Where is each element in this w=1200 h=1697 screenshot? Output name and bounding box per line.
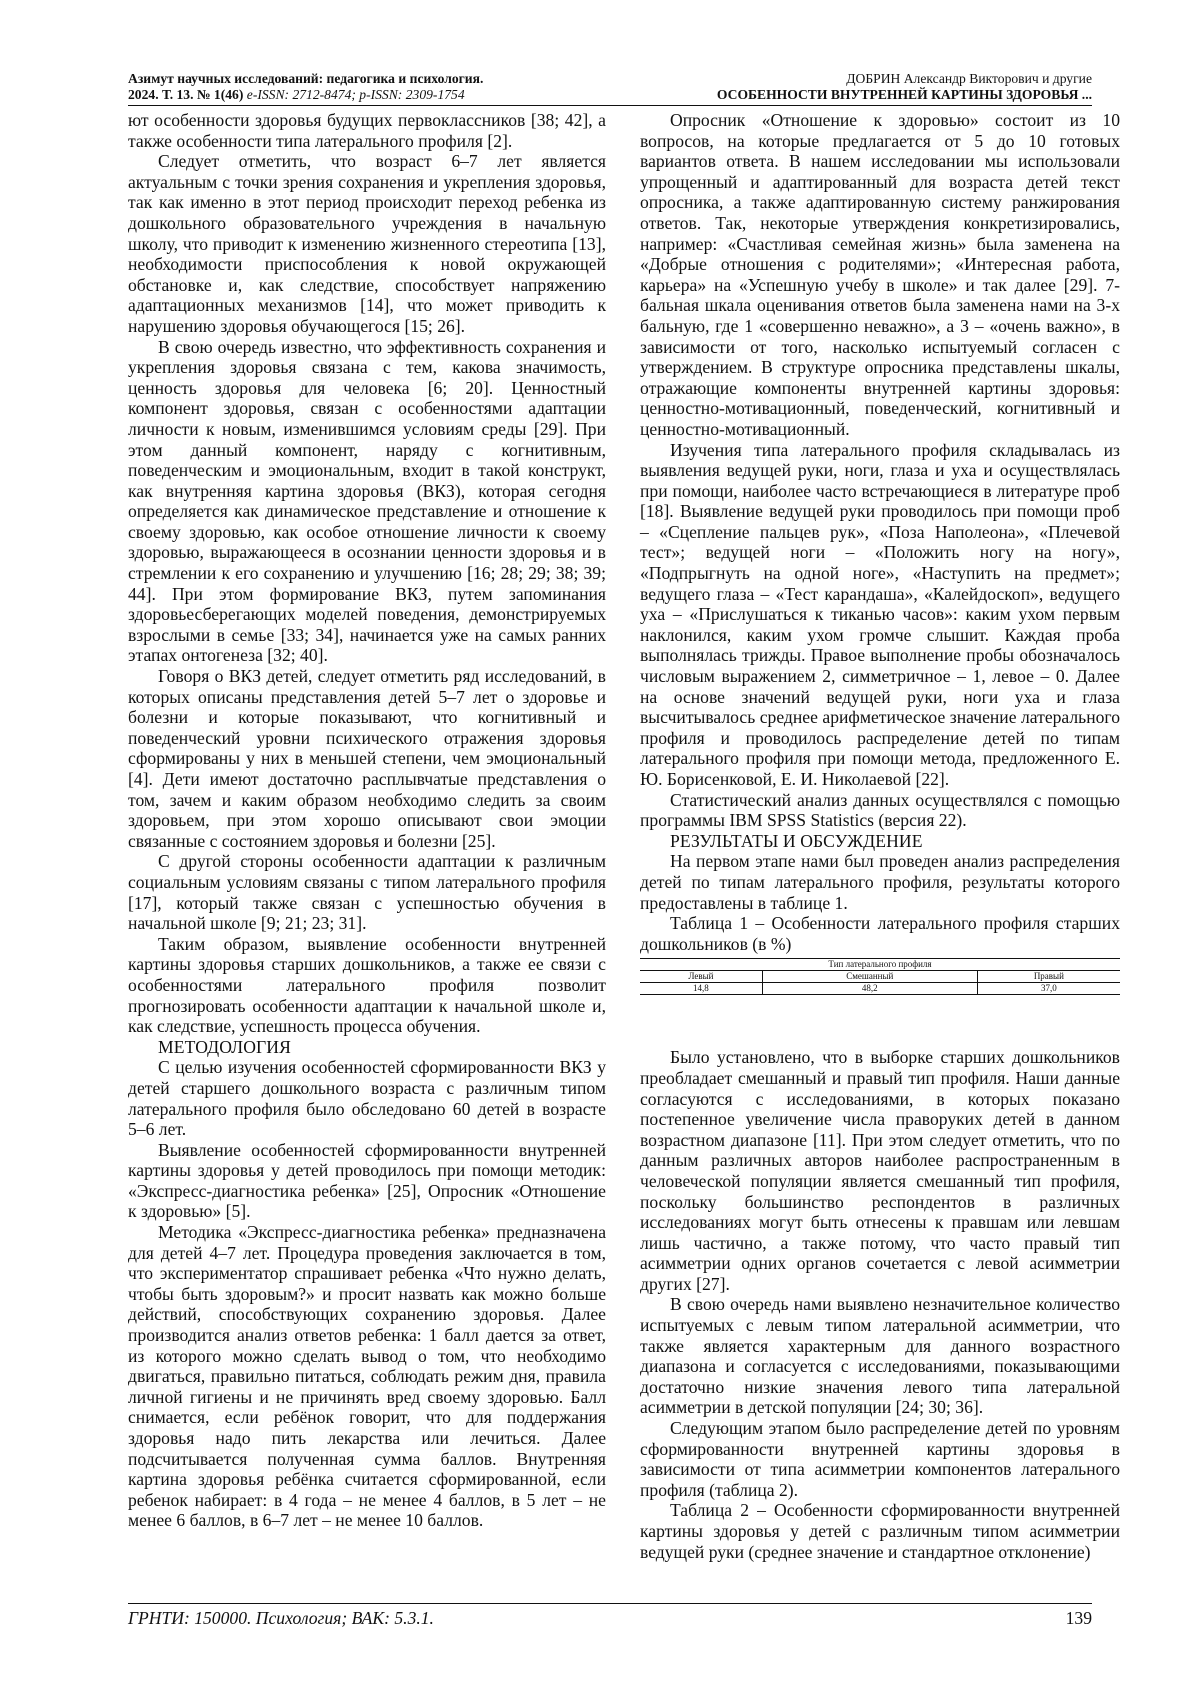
paragraph: В свою очередь известно, что эффективность сохранения и укрепления здоровья связана с тем, какова значимость, ценность здоровья для человека [6; 20]. Ценностный компонент здоровья, связан с особенностями адаптации личности к новым, изменившимся условиям среды [29]. При этом данный компонент, наряду с когнитивным, поведенческим и эмоциональным, входит в такой конструкт, как внутренняя картина здоровья (ВКЗ), которая сегодня определяется как динамическое представление и отношение к своему здоровью, как особое отношение личности к своему здоровью, выражающееся в осознании ценности здоровья и в стремлении к его сохранению и улучшению [16; 28; 29; 38; 39; 44]. При этом формирование ВКЗ, путем запоминания здоровьесберегающих моделей поведения, демонстрируемых взрослыми в семье [33; 34], начинается уже на самых ранних этапах онтогенеза [32; 40]. (128, 336, 606, 666)
journal-name: Азимут научных исследований: педагогика и психология. (128, 71, 484, 86)
article-header (532, 71, 1092, 103)
article-running-title: ОСОБЕННОСТИ ВНУТРЕННЕЙ КАРТИНЫ ЗДОРОВЬЯ ... (716, 87, 1092, 102)
paragraph: Было установлено, что в выборке старших дошкольников преобладает смешанный и правый тип профиля. Наши данные согласуются с исследованиями, в которых показано постепенное увеличение числа праворуких детей в данном возрастном диапазоне [11]. При этом следует отметить, что по данным различных авторов наиболее распространенным в человеческой популяции является смешанный тип профиля, поскольку большинство респондентов в различных исследованиях могут быть отнесены к правшам или левшам лишь частично, а также потому, что часто правый тип асимметрии одних органов сочетается с левой асимметрии других [27]. (640, 1047, 1120, 1294)
table1-group-header: Тип латерального профиля (640, 959, 1120, 971)
left-column (128, 110, 606, 1531)
paragraph: Статистический анализ данных осуществлялся с помощью программы IBM SPSS Statistics (версия 22). (640, 789, 1120, 831)
header-divider (128, 105, 1092, 106)
table1-value-left: 14,8 (640, 983, 762, 995)
paragraph: Таким образом, выявление особенности внутренней картины здоровья старших дошкольников, а также ее связи с особенностями латерального профиля позволит прогнозировать особенности адаптации к начальной школе и, как следствие, успешность процесса обучения. (128, 933, 606, 1037)
page-number: 139 (1065, 1608, 1092, 1628)
section-heading-methodology: МЕТОДОЛОГИЯ (158, 1036, 291, 1057)
footer-classification: ГРНТИ: 150000. Психология; ВАК: 5.3.1. (128, 1608, 434, 1628)
section-heading-results: РЕЗУЛЬТАТЫ И ОБСУЖДЕНИЕ (670, 830, 923, 851)
journal-volume: 2024. Т. 13. № 1(46) (128, 87, 244, 102)
paragraph: Говоря о ВКЗ детей, следует отметить ряд исследований, в которых описаны представления детей 5–7 лет о здоровье и болезни и которые показывают, что когнитивный и поведенческий уровни психического отражения здоровья сформированы у них в меньшей степени, чем эмоциональный [4]. Дети имеют достаточно расплывчатые представления о том, зачем и каким образом необходимо следить за своим здоровьем, при этом хорошо описывают свои эмоции связанные с состоянием здоровья и болезни [25]. (128, 666, 606, 851)
table1-value-right: 37,0 (977, 983, 1120, 995)
paragraph: ют особенности здоровья будущих первоклассников [38; 42], а также особенности типа латерального профиля [2]. (128, 110, 606, 151)
paragraph: Следует отметить, что возраст 6–7 лет является актуальным с точки зрения сохранения и укрепления здоровья, так как именно в этот период происходит переход ребенка из дошкольного образовательного учреждения в начальную школу, что приводит к изменению жизненного стереотипа [13], необходимости приспособления к новой окружающей обстановке и, как следствие, способствует напряжению адаптационных механизмов [14], что может приводить к нарушению здоровья обучающегося [15; 26]. (128, 151, 606, 336)
paragraph: Опросник «Отношение к здоровью» состоит из 10 вопросов, на которые предлагается от 5 до 10 готовых вариантов ответа. В нашем исследовании мы использовали упрощенный и адаптированный для возраста детей текст опросника, а также адаптированную систему ранжирования ответов. Так, некоторые утверждения конкретизировались, например: «Счастливая семейная жизнь» была заменена на «Добрые отношения с родителями»; «Интересная работа, карьера» на «Успешную учебу в школе» и так далее [29]. 7-бальная шкала оценивания ответов была заменена нами на 3-х бальную, где 1 «совершенно неважно», а 3 – «очень важно», в зависимости от того, насколько испытуемый согласен с утверждением. В структуре опросника представлены шкалы, отражающие компоненты внутренней картины здоровья: ценностно-мотивационный, поведенческий, когнитивный и ценностно-мотивационный. (640, 110, 1120, 439)
paragraph: Методика «Экспресс-диагностика ребенка» предназначена для детей 4–7 лет. Процедура проведения заключается в том, что экспериментатор спрашивает ребенка «Что нужно делать, чтобы быть здоровым?» и просит назвать как можно больше действий, способствующих сохранению здоровья. Далее производится анализ ответов ребенка: 1 балл дается за ответ, из которого можно сделать вывод о том, что необходимо двигаться, правильно питаться, соблюдать режим дня, правила личной гигиены и не причинять вред своему здоровью. Балл снимается, если ребёнок говорит, что для поддержания здоровья надо пить лекарства или лечиться. Далее подсчитывается полученная сумма баллов. Внутренняя картина здоровья ребёнка считается сформированной, если ребенок набирает: в 4 года – не менее 4 баллов, в 5 лет – не менее 6 баллов, в 6–7 лет – не менее 10 баллов. (128, 1222, 606, 1531)
table1-value-mixed: 48,2 (762, 983, 977, 995)
table1-group-header-row (640, 959, 1120, 971)
footer-divider (128, 1603, 1092, 1604)
table1-col-mixed: Смешанный (762, 971, 977, 983)
paragraph: На первом этапе нами был проведен анализ распределения детей по типам латерального профиля, результаты которого предоставлены в таблице 1. (640, 851, 1120, 913)
table1-header-row (640, 971, 1120, 983)
paragraph: Выявление особенностей сформированности внутренней картины здоровья у детей проводилось при помощи методик: «Экспресс-диагностика ребенка» [25], Опросник «Отношение к здоровью» [5]. (128, 1139, 606, 1222)
table-spacer (640, 1003, 1120, 1047)
table2-caption: Таблица 2 – Особенности сформированности внутренней картины здоровья у детей с различным типом асимметрии ведущей руки (среднее значение и стандартное отклонение) (640, 1500, 1120, 1562)
paragraph: Следующим этапом было распределение детей по уровням сформированности внутренней картины здоровья в зависимости от типа асимметрии компонентов латерального профиля (таблица 2). (640, 1418, 1120, 1500)
paragraph: Изучения типа латерального профиля складывалась из выявления ведущей руки, ноги, глаза и уха и осуществлялась при помощи, наиболее часто встречающиеся в литературе проб [18]. Выявление ведущей руки проводилось при помощи проб – «Сцепление пальцев рук», «Поза Наполеона», «Плечевой тест»; ведущей ноги – «Положить ногу на ногу», «Подпрыгнуть на одной ноге», «Наступить на предмет»; ведущего глаза – «Тест карандаша», «Калейдоскоп», ведущего уха – «Прислушаться к тиканью часов»: каким ухом первым наклонился, каким ухом громче слышит. Каждая проба выполнялась трижды. Правое выполнение пробы обозначалось числовым выражением 2, симметричное – 1, левое – 0. Далее на основе значений ведущей руки, ноги уха и глаза высчитывалось среднее арифметическое значение латерального профиля и проводилось распределение детей по типам латерального профиля при помощи метода, предложенного Е. Ю. Борисенковой, Е. И. Николаевой [22]. (640, 439, 1120, 789)
table1-caption: Таблица 1 – Особенности латерального профиля старших дошкольников (в %) (640, 913, 1120, 954)
table1-col-right: Правый (977, 971, 1120, 983)
article-authors: ДОБРИН Александр Викторович и другие (846, 71, 1092, 86)
paragraph: С другой стороны особенности адаптации к различным социальным условиям связаны с типом латерального профиля [17], который также связан с успешностью обучения в начальной школе [9; 21; 23; 31]. (128, 851, 606, 934)
paragraph: С целью изучения особенностей сформированности ВКЗ у детей старшего дошкольного возраста с различным типом латерального профиля было обследовано 60 детей в возрасте 5–6 лет. (128, 1057, 606, 1140)
journal-issn: e-ISSN: 2712-8474; p-ISSN: 2309-1754 (243, 87, 465, 102)
table1-value-row (640, 983, 1120, 995)
table1 (640, 958, 1120, 995)
table1-col-left: Левый (640, 971, 762, 983)
right-column (640, 110, 1120, 1562)
paragraph: В свою очередь нами выявлено незначительное количество испытуемых с левым типом латеральной асимметрии, что также является характерным для данного возрастного диапазона и согласуется с исследованиями, показывающими достаточно низкие значения левого типа латеральной асимметрии в детской популяции [24; 30; 36]. (640, 1294, 1120, 1418)
